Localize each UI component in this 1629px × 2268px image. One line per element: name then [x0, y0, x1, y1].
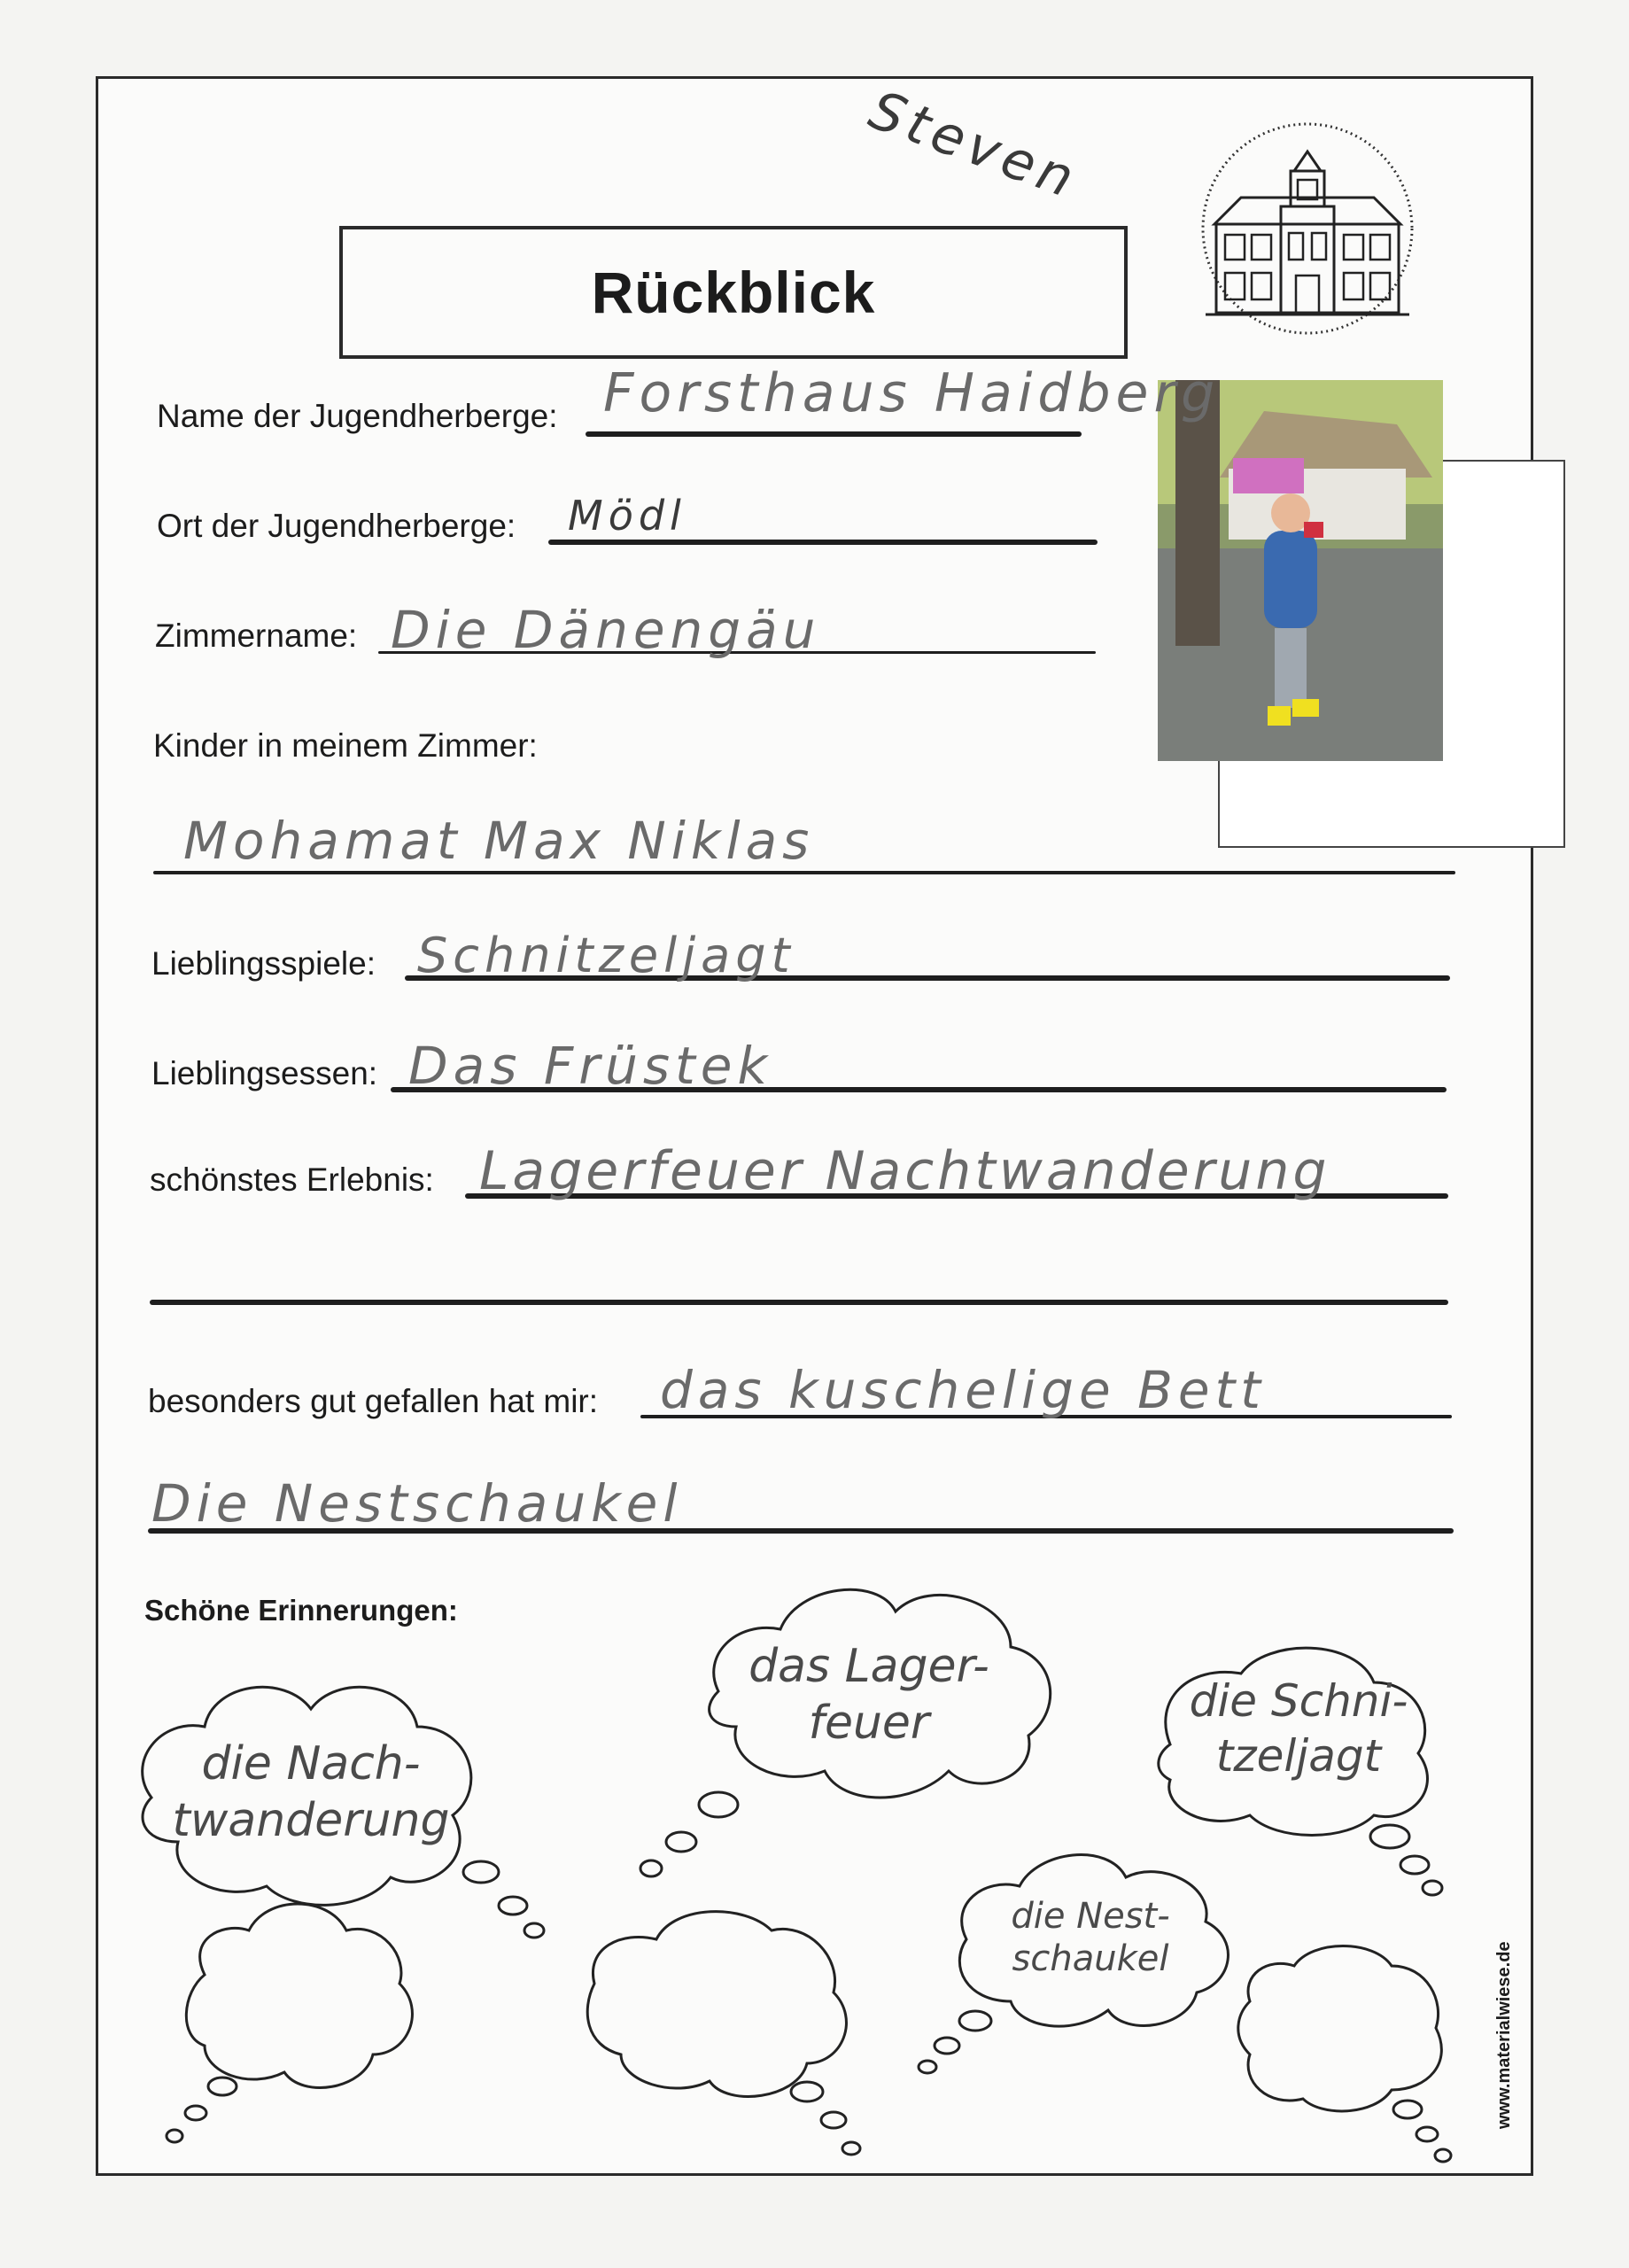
page-title: Rückblick [591, 260, 876, 325]
essen-label: Lieblingsessen: [151, 1055, 378, 1091]
student-name: Steven [861, 79, 1087, 212]
kinder-value: Mohamat Max Niklas [183, 811, 815, 871]
gefallen-value-1: das kuschelige Bett [660, 1360, 1267, 1420]
gefallen-value-2: Die Nestschaukel [151, 1473, 683, 1534]
cloud-2-text: das Lager- feuer [749, 1640, 989, 1750]
worksheet [96, 76, 1533, 2176]
thought-clouds [98, 79, 1536, 2179]
erlebnis-label: schönstes Erlebnis: [150, 1161, 434, 1198]
cloud-3-text: die Schni- tzeljagt [1189, 1675, 1408, 1782]
name-label: Name der Jugendherberge: [157, 398, 558, 434]
zimmer-value: Die Dänengäu [391, 600, 821, 660]
zimmer-label: Zimmername: [155, 617, 358, 654]
cloud-6-shape [587, 1912, 846, 2097]
cloud-4-text: die Nest- schaukel [1011, 1896, 1170, 1979]
kinder-label: Kinder in meinem Zimmer: [153, 727, 538, 764]
spiele-value: Schnitzeljagt [417, 928, 795, 983]
cloud-5-shape [186, 1904, 412, 2087]
gefallen-label: besonders gut gefallen hat mir: [148, 1383, 599, 1419]
essen-value: Das Früstek [408, 1036, 773, 1096]
spiele-label: Lieblingsspiele: [151, 945, 376, 982]
ort-value: Mödl [568, 492, 687, 540]
credit-text: www.materialwiese.de [1494, 1941, 1514, 2129]
erlebnis-value: Lagerfeuer Nachtwanderung [479, 1140, 1330, 1202]
memories-heading: Schöne Erinnerungen: [144, 1594, 458, 1627]
ort-label: Ort der Jugendherberge: [157, 508, 516, 544]
cloud-1-text: die Nach- twanderung [172, 1737, 450, 1847]
name-value: Forsthaus Haidberg [603, 362, 1221, 424]
cloud-7-shape [1238, 1946, 1442, 2111]
